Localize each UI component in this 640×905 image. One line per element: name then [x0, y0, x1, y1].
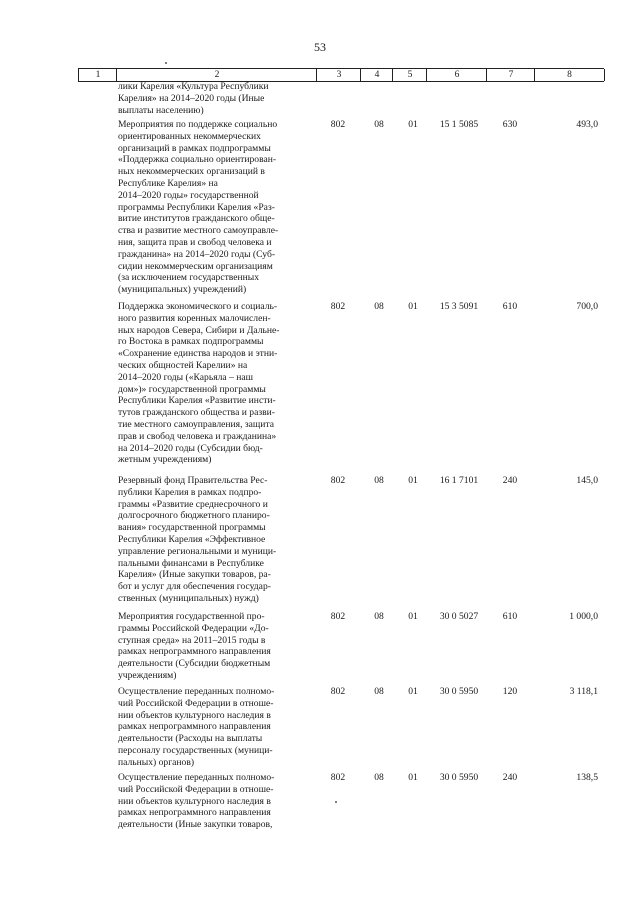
header-col-6: 6: [426, 69, 487, 81]
row-description: Осуществление переданных полномо- чий Российской Федерации в отноше- нии объектов культурного наследия в рамках непрограммного направления деятельности (Расходы на выплаты персоналу государственных (муници- пальных) органов): [118, 686, 275, 768]
header-col-4: 4: [360, 69, 393, 81]
row-description: Осуществление переданных полномо- чий Российской Федерации в отноше- нии объектов культурного наследия в рамках непрограммного направления деятельности (Иные закупки товаров,: [118, 772, 275, 831]
row-col-3: 802: [330, 772, 346, 783]
page-number: 53: [314, 40, 326, 54]
row-col-4: 08: [374, 611, 384, 622]
header-col-3: 3: [316, 69, 361, 81]
row-col-3: 802: [330, 611, 346, 622]
row-col-6: 16 1 7101: [439, 475, 479, 486]
row-col-3: 802: [330, 119, 346, 130]
table-header: [78, 68, 604, 82]
row-col-4: 08: [374, 686, 384, 697]
row-col-5: 01: [408, 301, 418, 312]
row-description: Мероприятия по поддержке социально ориентированных некоммерческих организаций в рамках подпрограммы «Поддержка социально ориентирован- ных некоммерческих организаций в Республике Карелия» на 2014–2020 годы» государственной программы Республики Карелия «Раз- витие институтов гражданского обще- ства и развитие местного самоуправле- ния, защита прав и свобод человека и гражданина» на 2014–2020 годы (Суб- сидии некоммерческим организациям (за исключением государственных (муниципальных) учреждений): [118, 119, 279, 296]
row-col-6: 15 1 5085: [439, 119, 479, 130]
row-description: Мероприятия государственной про- граммы Российской Федерации «До- ступная среда» на 2011–2015 годы в рамках непрограммного направления деятельности (Субсидии бюджетным учреждениям): [118, 611, 271, 681]
row-description: Резервный фонд Правительства Рес- публики Карелия в рамках подпро- граммы «Развитие среднесрочного и долгосрочного бюджетного планиро- вания» государственной программы Республики Карелия «Эффективное управление региональными и муници- пальными финансами в Республике Карелия» (Иные закупки товаров, ра- бот и услуг для обеспечения государ- ственных (муниципальных) нужд): [118, 475, 277, 604]
row-col-8: 700,0: [576, 301, 598, 312]
row-col-7: 610: [502, 301, 518, 312]
row-col-8: 145,0: [576, 475, 598, 486]
row-col-4: 08: [374, 119, 384, 130]
header-col-1: 1: [78, 69, 117, 81]
row-col-7: 120: [502, 686, 518, 697]
scan-speck: [165, 62, 167, 64]
row-col-6: 15 3 5091: [439, 301, 479, 312]
row-col-3: 802: [330, 301, 346, 312]
row-col-8: 138,5: [576, 772, 598, 783]
row-col-3: 802: [330, 686, 346, 697]
row-col-4: 08: [374, 301, 384, 312]
header-col-7: 7: [486, 69, 535, 81]
row-col-8: 1 000,0: [569, 611, 598, 622]
row-col-4: 08: [374, 772, 384, 783]
header-col-2: 2: [116, 69, 317, 81]
row-col-8: 493,0: [576, 119, 598, 130]
row-col-5: 01: [408, 475, 418, 486]
row-col-4: 08: [374, 475, 384, 486]
row-col-5: 01: [408, 119, 418, 130]
row-col-3: 802: [330, 475, 346, 486]
row-description: Поддержка экономического и социаль- ного развития коренных малочислен- ных народов Севера, Сибири и Дальне- го Востока в рамках подпрограммы «Сохранение единства народов и этни- ческих общностей Карелии» на 2014–2020 годы («Карьяла – наш дом»)» государственной программы Республики Карелия «Развитие инсти- тутов гражданского общества и разви- тие местного самоуправления, защита прав и свобод человека и гражданина» на 2014–2020 годы (Субсидии бюд- жетным учреждениям): [118, 301, 280, 466]
row-col-8: 3 118,1: [569, 686, 598, 697]
row-col-6: 30 0 5950: [439, 686, 479, 697]
row-col-6: 30 0 5950: [439, 772, 479, 783]
row-col-7: 240: [502, 772, 518, 783]
row-col-7: 240: [502, 475, 518, 486]
row-col-6: 30 0 5027: [439, 611, 479, 622]
row-col-5: 01: [408, 772, 418, 783]
continuation-text: лики Карелия «Культура Республики Карелия» на 2014–2020 годы (Иные выплаты населению): [118, 81, 269, 116]
row-col-5: 01: [408, 686, 418, 697]
header-col-5: 5: [392, 69, 427, 81]
row-col-7: 610: [502, 611, 518, 622]
row-col-7: 630: [502, 119, 518, 130]
scan-speck: [335, 801, 337, 803]
row-col-5: 01: [408, 611, 418, 622]
header-col-8: 8: [534, 69, 605, 81]
